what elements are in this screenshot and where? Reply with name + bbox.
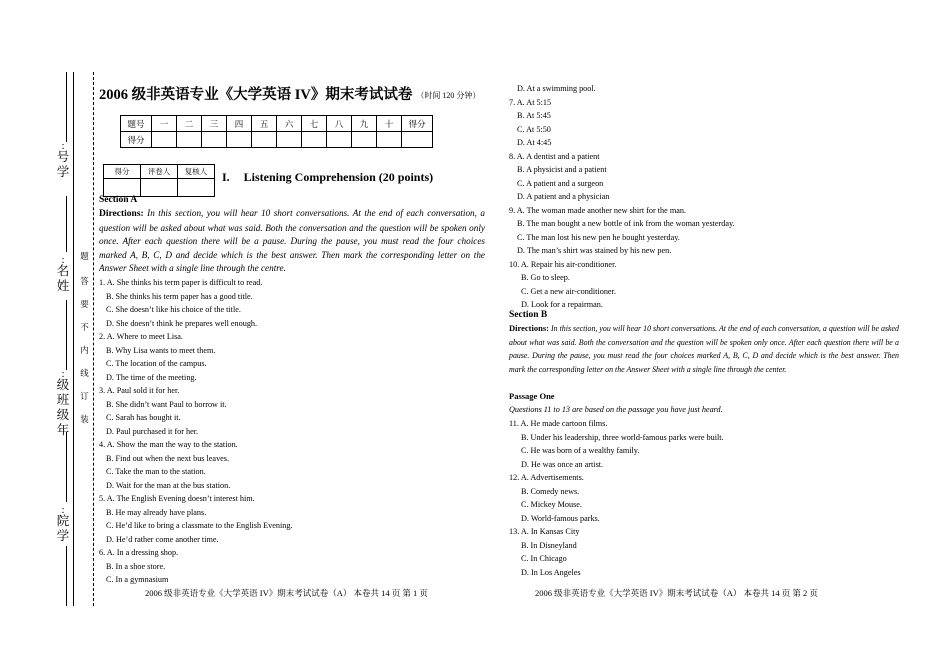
question-line: 1. A. She thinks his term paper is difficult to read. <box>99 278 263 287</box>
section-a-directions <box>99 207 485 276</box>
question-line: D. At a swimming pool. <box>517 84 596 93</box>
question-line: D. The time of the meeting. <box>106 372 197 382</box>
score-table-score-row <box>121 132 433 148</box>
passage-note: Questions 11 to 13 are based on the passage you have just heard. <box>509 405 723 414</box>
score-cell[interactable] <box>377 132 402 148</box>
question-line: C. She doesn’t like his choice of the title. <box>106 305 241 314</box>
question-line: B. In a shoe store. <box>106 561 166 571</box>
score-cell[interactable] <box>302 132 327 148</box>
score-header-cell: 得分 <box>402 116 433 132</box>
seal-char: 内 <box>80 345 89 355</box>
grader-header-row <box>104 165 215 179</box>
score-header-cell: 六 <box>277 116 302 132</box>
question-line: B. Comedy news. <box>521 486 580 496</box>
question-line: 4. A. Show the man the way to the station. <box>99 440 238 449</box>
question-line: 3. A. Paul sold it for her. <box>99 386 180 395</box>
question-line: 6. A. In a dressing shop. <box>99 548 179 557</box>
score-cell[interactable] <box>152 132 177 148</box>
section-b-dir-label: Directions: <box>509 323 549 333</box>
question-line: 8. A. A dentist and a patient <box>509 151 600 161</box>
question-line: D. She doesn’t think he prepares well enough. <box>106 318 258 328</box>
score-header-cell: 一 <box>152 116 177 132</box>
section-a-dir-line: question will be spoken only once. After each question there will be a pause. During the <box>99 222 485 246</box>
score-header-cell: 四 <box>227 116 252 132</box>
score-header-cell: 五 <box>252 116 277 132</box>
question-line: C. A patient and a surgeon <box>517 178 604 188</box>
question-line: B. At 5:45 <box>517 111 551 120</box>
score-table-header-row <box>121 116 433 132</box>
seal-char: 题 <box>80 251 89 261</box>
score-table <box>120 115 433 148</box>
question-line: 5. A. The English Evening doesn’t interest him. <box>99 494 255 503</box>
grader-cell[interactable] <box>178 179 215 197</box>
question-line: D. In Los Angeles <box>521 567 581 577</box>
question-line: B. She didn’t want Paul to borrow it. <box>106 399 227 409</box>
question-line: D. A patient and a physician <box>517 192 610 201</box>
exam-title <box>99 83 480 104</box>
part1-heading <box>222 170 433 185</box>
question-line: B. Go to sleep. <box>521 273 570 282</box>
page-footer-left: 2006 级非英语专业《大学英语 IV》期末考试试卷（A） 本卷共 14 页 第 1 页 <box>145 588 428 598</box>
question-line: 12. A. Advertisements. <box>509 473 584 482</box>
seal-char: 答 <box>80 276 89 286</box>
question-line: C. He’d like to bring a classmate to the English Evening. <box>106 521 293 530</box>
section-a-dir-line: conversation, a question will be asked about what was said. Both the conversation and the <box>99 208 486 233</box>
score-cell[interactable] <box>327 132 352 148</box>
question-line: C. Take the man to the station. <box>106 467 206 476</box>
question-line: D. Wait for the man at the bus station. <box>106 480 231 490</box>
grader-table <box>103 164 215 197</box>
question-line: D. Look for a repairman. <box>521 300 603 309</box>
score-row-label: 得分 <box>121 132 152 148</box>
section-b-directions <box>509 322 899 376</box>
score-cell[interactable] <box>227 132 252 148</box>
student-id-label: : 号学 <box>56 140 70 179</box>
grader-header-cell: 复核人 <box>178 165 215 179</box>
score-header-cell: 三 <box>202 116 227 132</box>
question-line: C. Mickey Mouse. <box>521 500 582 509</box>
section-a-dir-line: Then mark the corresponding letter on the Answer Sheet with a single line through the centre. <box>99 249 485 273</box>
section-a-dir-line: pause, you must read the four choices marked A, B, C, D and decide which is the best answer. <box>99 236 485 260</box>
part1-title: Listening Comprehension (20 points) <box>243 170 434 184</box>
score-cell[interactable] <box>177 132 202 148</box>
section-b-dir-line: In this section, you will hear 10 short conversations. At the end of each conversation, a <box>551 324 827 333</box>
seal-char: 装 <box>80 414 89 424</box>
question-line: B. A physicist and a patient <box>517 165 607 174</box>
score-header-cell: 九 <box>352 116 377 132</box>
seal-char: 订 <box>80 391 89 401</box>
question-line: B. Find out when the next bus leaves. <box>106 453 230 463</box>
name-label: : 名姓 <box>56 254 70 293</box>
question-line: B. Under his leadership, three world-famous parks were built. <box>521 432 724 442</box>
section-b-dir-line: once. After each question there will be a pause. During the pause, you must read the four choices marked A, <box>509 337 899 360</box>
question-line: 9. A. The woman made another new shirt for the man. <box>509 205 686 215</box>
score-cell[interactable] <box>202 132 227 148</box>
question-line: C. The man lost his new pen he bought yesterday. <box>517 232 680 242</box>
question-line: B. She thinks his term paper has a good title. <box>106 291 253 301</box>
question-line: B. He may already have plans. <box>106 507 207 517</box>
question-line: C. In Chicago <box>521 554 567 563</box>
section-a-dir-label: Directions: <box>99 209 144 219</box>
question-line: C. In a gymnasium <box>106 575 169 584</box>
section-a-title: Section A <box>99 195 138 205</box>
seal-char: 要 <box>80 299 89 309</box>
class-grade-label: : 级班级年 <box>56 368 70 437</box>
section-b-dir-line: B, C, D and decide which is the best answer. Then mark the corresponding letter on the Answer Sheet with <box>509 351 899 374</box>
question-line: D. At 4:45 <box>517 138 552 147</box>
part1-number: I. <box>222 170 230 184</box>
score-header-cell: 八 <box>327 116 352 132</box>
question-line: D. He’d rather come another time. <box>106 534 219 544</box>
question-line: 13. A. In Kansas City <box>509 527 580 536</box>
question-line: B. In Disneyland <box>521 540 577 550</box>
score-header-cell: 题号 <box>121 116 152 132</box>
score-header-cell: 二 <box>177 116 202 132</box>
question-line: C. He was born of a wealthy family. <box>521 446 640 455</box>
grader-header-cell: 得分 <box>104 165 141 179</box>
college-label: : 院学 <box>56 504 70 543</box>
question-line: 2. A. Where to meet Lisa. <box>99 332 183 341</box>
question-line: B. Why Lisa wants to meet them. <box>106 345 216 355</box>
score-cell[interactable] <box>352 132 377 148</box>
seal-char: 不 <box>80 322 89 332</box>
section-b-dir-line: a single line through the center. <box>686 364 787 374</box>
section-b-dir-line: question will be asked about what was said. Both the conversation and the question will be spoken only <box>509 324 899 347</box>
question-line: D. The man’s shirt was stained by his new pen. <box>517 246 672 255</box>
score-header-cell: 七 <box>302 116 327 132</box>
section-a-dir-line: In this section, you will hear 10 short conversations. At the end of each <box>147 208 424 218</box>
section-b-title: Section B <box>509 310 548 320</box>
question-line: C. The location of the campus. <box>106 359 207 368</box>
question-line: C. Get a new air-conditioner. <box>521 286 616 296</box>
score-cell[interactable] <box>252 132 277 148</box>
question-line: C. Sarah has bought it. <box>106 413 181 422</box>
question-line: C. At 5:50 <box>517 124 551 134</box>
question-line: B. The man bought a new bottle of ink from the woman yesterday. <box>517 219 735 228</box>
grader-cell[interactable] <box>141 179 178 197</box>
page-footer-right: 2006 级非英语专业《大学英语 IV》期末考试试卷（A） 本卷共 14 页 第 2 页 <box>535 588 818 598</box>
passage-one-title: Passage One <box>509 391 555 401</box>
question-line: D. World-famous parks. <box>521 513 600 523</box>
grader-header-cell: 评卷人 <box>141 165 178 179</box>
exam-time: （时间 120 分钟） <box>416 91 481 101</box>
score-cell[interactable] <box>277 132 302 148</box>
question-line: 11. A. He made cartoon films. <box>509 419 608 428</box>
exam-title-text: 2006 级非英语专业《大学英语 IV》期末考试试卷 <box>99 87 413 103</box>
score-cell[interactable] <box>402 132 433 148</box>
grader-cell[interactable] <box>104 179 141 197</box>
grader-entry-row <box>104 179 215 197</box>
question-line: 10. A. Repair his air-conditioner. <box>509 259 617 269</box>
seal-char: 线 <box>80 368 89 378</box>
score-header-cell: 十 <box>377 116 402 132</box>
question-line: D. He was once an artist. <box>521 459 604 469</box>
question-line: D. Paul purchased it for her. <box>106 426 199 436</box>
question-line: 7. A. At 5:15 <box>509 97 552 107</box>
